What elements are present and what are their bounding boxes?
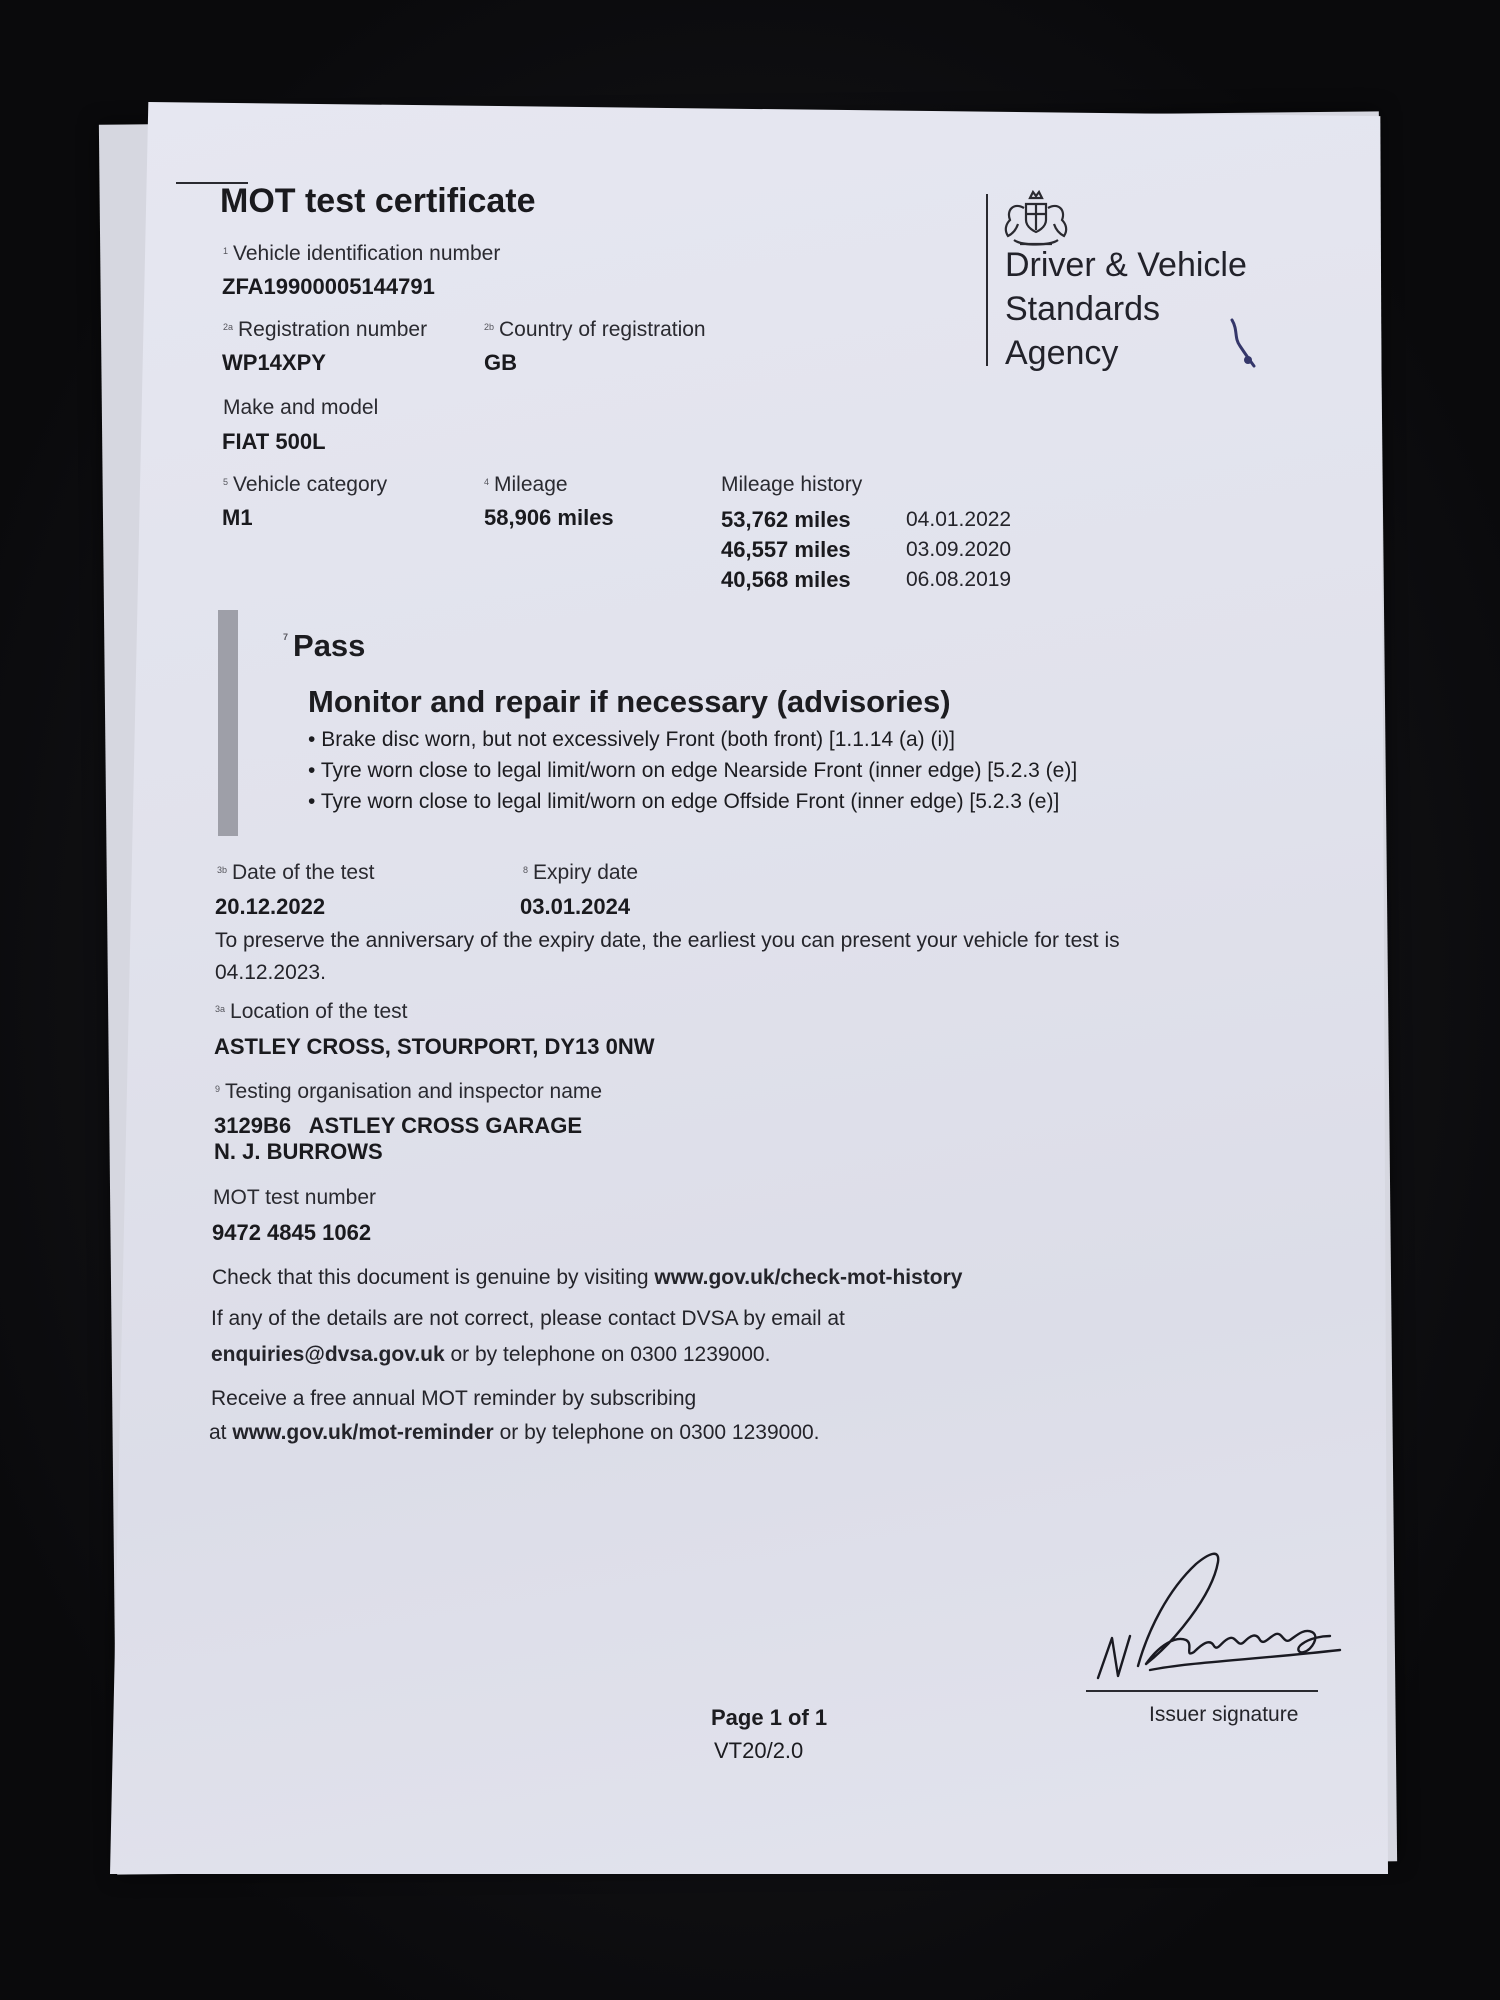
mileage-value: 58,906 miles [484, 505, 614, 530]
mileage-history-date: 03.09.2020 [906, 538, 1012, 561]
contact-text: enquiries@dvsa.gov.uk or by telephone on 0300 1239000. [211, 1343, 771, 1366]
reminder-text: at www.gov.uk/mot-reminder or by telephone on 0300 1239000. [209, 1421, 820, 1444]
mileage-history-date: 04.01.2022 [906, 508, 1012, 531]
page-number: Page 1 of 1 [711, 1705, 828, 1730]
test-date-value: 20.12.2022 [215, 894, 326, 919]
vin-label: $^1$ Vehicle identification number [223, 242, 501, 265]
agency-divider [986, 194, 988, 366]
form-code: VT20/2.0 [714, 1738, 804, 1763]
registration-value: WP14XPY [222, 350, 326, 375]
result-status: $^7$ Pass [283, 628, 366, 663]
make-model-label: Make and model [223, 396, 379, 419]
contact-text: If any of the details are not correct, please contact DVSA by email at [211, 1307, 845, 1330]
advisory-heading: Monitor and repair if necessary (advisories) [308, 684, 951, 719]
test-number-value: 9472 4845 1062 [212, 1220, 372, 1245]
advisory-item: • Brake disc worn, but not excessively Front (both front) [1.1.14 (a) (i)] [308, 728, 955, 751]
agency-name-line: Driver & Vehicle [1005, 246, 1247, 284]
agency-name-line: Standards [1005, 290, 1160, 328]
email-link[interactable]: enquiries@dvsa.gov.uk [211, 1343, 445, 1366]
country-value: GB [484, 350, 517, 375]
signature-label: Issuer signature [1149, 1703, 1299, 1726]
organisation-value: 3129B6 ASTLEY CROSS GARAGE [214, 1113, 582, 1138]
result-bar [218, 610, 238, 836]
anniversary-note: To preserve the anniversary of the expiry date, the earliest you can present your vehicle for test is [215, 929, 1120, 952]
pen-mark [1228, 316, 1260, 377]
vin-value: ZFA19900005144791 [222, 274, 435, 299]
organisation-label: $^9$ Testing organisation and inspector name [215, 1080, 603, 1103]
inspector-name: N. J. BURROWS [214, 1139, 383, 1164]
mot-reminder-link[interactable]: www.gov.uk/mot-reminder [232, 1421, 494, 1444]
mileage-history-label: Mileage history [721, 473, 863, 496]
test-number-label: MOT test number [213, 1186, 376, 1209]
mileage-history-miles: 46,557 miles [721, 537, 851, 562]
reminder-text: Receive a free annual MOT reminder by subscribing [211, 1387, 697, 1410]
page-title: MOT test certificate [220, 182, 536, 220]
country-label: $^{2b}$ Country of registration [484, 318, 706, 341]
expiry-date-value: 03.01.2024 [520, 894, 631, 919]
mileage-history-miles: 40,568 miles [721, 567, 851, 592]
agency-name-line: Agency [1005, 334, 1119, 372]
check-mot-history-link[interactable]: www.gov.uk/check-mot-history [654, 1266, 963, 1289]
category-value: M1 [222, 505, 253, 530]
genuine-check-text: Check that this document is genuine by visiting www.gov.uk/check-mot-history [212, 1266, 963, 1289]
anniversary-note: 04.12.2023. [215, 961, 326, 984]
issuer-signature [1090, 1540, 1350, 1705]
make-model-value: FIAT 500L [222, 429, 326, 454]
location-value: ASTLEY CROSS, STOURPORT, DY13 0NW [214, 1034, 655, 1059]
expiry-date-label: $^8$ Expiry date [523, 861, 639, 884]
mileage-label: $^4$ Mileage [484, 473, 568, 496]
mileage-history-date: 06.08.2019 [906, 568, 1012, 591]
test-date-label: $^{3b}$ Date of the test [217, 861, 375, 884]
advisory-item: • Tyre worn close to legal limit/worn on edge Nearside Front (inner edge) [5.2.3 (e)] [308, 759, 1078, 782]
location-label: $^{3a}$ Location of the test [215, 1000, 408, 1023]
advisory-item: • Tyre worn close to legal limit/worn on edge Offside Front (inner edge) [5.2.3 (e)] [308, 790, 1060, 813]
mileage-history-miles: 53,762 miles [721, 507, 851, 532]
registration-label: $^{2a}$ Registration number [223, 318, 428, 341]
signature-line [1086, 1690, 1318, 1692]
category-label: $^5$ Vehicle category [223, 473, 388, 496]
